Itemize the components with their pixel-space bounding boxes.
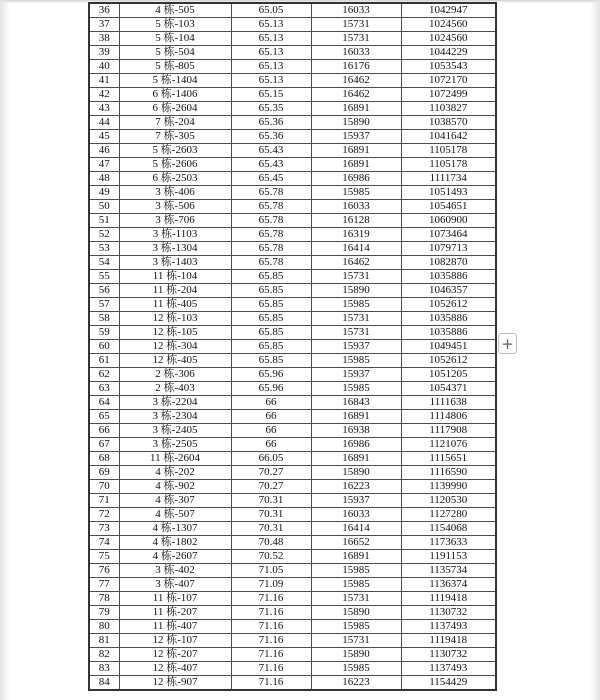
cell-unit-price: 16891: [311, 452, 401, 466]
cell-row-number: 82: [89, 648, 119, 662]
cell-area: 71.16: [231, 592, 311, 606]
left-edge-shadow: [0, 0, 10, 700]
cell-unit-price: 16033: [311, 200, 401, 214]
table-row: [89, 214, 496, 228]
cell-unit: 11 栋-2604: [119, 452, 231, 466]
table-row: [89, 466, 496, 480]
cell-total-price: 1114806: [401, 410, 496, 424]
table-row: [89, 242, 496, 256]
cell-area: 71.16: [231, 606, 311, 620]
cell-unit: 5 栋-504: [119, 46, 231, 60]
cell-unit-price: 15985: [311, 298, 401, 312]
cell-row-number: 42: [89, 88, 119, 102]
cell-total-price: 1120530: [401, 494, 496, 508]
cell-area: 65.78: [231, 256, 311, 270]
cell-row-number: 49: [89, 186, 119, 200]
cell-total-price: 1042947: [401, 3, 496, 18]
cell-row-number: 68: [89, 452, 119, 466]
cell-row-number: 36: [89, 3, 119, 18]
cell-row-number: 60: [89, 340, 119, 354]
cell-unit: 4 栋-507: [119, 508, 231, 522]
table-row: [89, 536, 496, 550]
table-row: [89, 46, 496, 60]
cell-area: 71.16: [231, 676, 311, 691]
cell-unit: 11 栋-104: [119, 270, 231, 284]
table-row: [89, 3, 496, 18]
cell-area: 65.36: [231, 130, 311, 144]
cell-total-price: 1121076: [401, 438, 496, 452]
table-row: [89, 620, 496, 634]
cell-unit: 4 栋-1307: [119, 522, 231, 536]
cell-unit-price: 16652: [311, 536, 401, 550]
cell-total-price: 1079713: [401, 242, 496, 256]
cell-unit: 12 栋-107: [119, 634, 231, 648]
cell-unit: 3 栋-706: [119, 214, 231, 228]
cell-unit-price: 16462: [311, 74, 401, 88]
cell-row-number: 62: [89, 368, 119, 382]
cell-unit-price: 15985: [311, 186, 401, 200]
cell-unit: 5 栋-1404: [119, 74, 231, 88]
table-row: [89, 368, 496, 382]
cell-area: 65.78: [231, 214, 311, 228]
cell-unit: 3 栋-406: [119, 186, 231, 200]
table-row: [89, 606, 496, 620]
cell-unit-price: 16462: [311, 256, 401, 270]
cell-total-price: 1115651: [401, 452, 496, 466]
cell-unit: 11 栋-407: [119, 620, 231, 634]
cell-row-number: 75: [89, 550, 119, 564]
table-row: [89, 438, 496, 452]
cell-unit: 3 栋-506: [119, 200, 231, 214]
cell-area: 65.85: [231, 354, 311, 368]
cell-row-number: 54: [89, 256, 119, 270]
cell-unit-price: 16462: [311, 88, 401, 102]
cell-area: 70.52: [231, 550, 311, 564]
cell-unit-price: 16891: [311, 102, 401, 116]
table-row: [89, 340, 496, 354]
cell-total-price: 1116590: [401, 466, 496, 480]
right-edge-shadow: [590, 0, 600, 700]
cell-area: 70.31: [231, 508, 311, 522]
cell-unit: 11 栋-207: [119, 606, 231, 620]
cell-total-price: 1119418: [401, 634, 496, 648]
cell-row-number: 69: [89, 466, 119, 480]
cell-total-price: 1052612: [401, 354, 496, 368]
cell-area: 65.78: [231, 228, 311, 242]
cell-total-price: 1136374: [401, 578, 496, 592]
cell-unit: 3 栋-402: [119, 564, 231, 578]
cell-area: 65.43: [231, 144, 311, 158]
cell-area: 71.05: [231, 564, 311, 578]
cell-total-price: 1049451: [401, 340, 496, 354]
table-row: [89, 522, 496, 536]
cell-unit: 3 栋-2204: [119, 396, 231, 410]
cell-total-price: 1191153: [401, 550, 496, 564]
cell-area: 65.85: [231, 312, 311, 326]
cell-total-price: 1130732: [401, 606, 496, 620]
cell-area: 66: [231, 438, 311, 452]
cell-area: 70.48: [231, 536, 311, 550]
cell-unit-price: 15731: [311, 326, 401, 340]
table-row: [89, 564, 496, 578]
cell-row-number: 70: [89, 480, 119, 494]
cell-total-price: 1073464: [401, 228, 496, 242]
cell-row-number: 79: [89, 606, 119, 620]
cell-unit: 11 栋-405: [119, 298, 231, 312]
cell-unit-price: 15937: [311, 130, 401, 144]
cell-total-price: 1024560: [401, 18, 496, 32]
cell-area: 65.45: [231, 172, 311, 186]
cell-unit: 4 栋-307: [119, 494, 231, 508]
table-row: [89, 32, 496, 46]
cell-row-number: 41: [89, 74, 119, 88]
cell-area: 65.78: [231, 242, 311, 256]
cell-unit-price: 15890: [311, 284, 401, 298]
cell-unit: 3 栋-1103: [119, 228, 231, 242]
cell-unit-price: 16938: [311, 424, 401, 438]
cell-total-price: 1053543: [401, 60, 496, 74]
cell-area: 70.31: [231, 494, 311, 508]
cell-unit-price: 16986: [311, 438, 401, 452]
cell-total-price: 1054371: [401, 382, 496, 396]
cell-unit-price: 16033: [311, 46, 401, 60]
cell-unit-price: 15985: [311, 578, 401, 592]
cell-total-price: 1072170: [401, 74, 496, 88]
cell-total-price: 1103827: [401, 102, 496, 116]
cell-unit: 4 栋-202: [119, 466, 231, 480]
cell-row-number: 81: [89, 634, 119, 648]
cell-row-number: 45: [89, 130, 119, 144]
cell-unit-price: 15731: [311, 270, 401, 284]
cell-area: 65.85: [231, 326, 311, 340]
cell-unit: 11 栋-107: [119, 592, 231, 606]
cell-row-number: 67: [89, 438, 119, 452]
cell-unit: 7 栋-204: [119, 116, 231, 130]
table-row: [89, 424, 496, 438]
table-row: [89, 270, 496, 284]
cell-total-price: 1127280: [401, 508, 496, 522]
cell-unit: 12 栋-405: [119, 354, 231, 368]
cell-area: 65.13: [231, 74, 311, 88]
cell-unit-price: 15985: [311, 662, 401, 676]
table-row: [89, 396, 496, 410]
cell-unit-price: 15985: [311, 382, 401, 396]
table-row: [89, 648, 496, 662]
cell-unit: 2 栋-403: [119, 382, 231, 396]
table-row: [89, 256, 496, 270]
cell-unit: 3 栋-407: [119, 578, 231, 592]
cell-total-price: 1035886: [401, 326, 496, 340]
cell-area: 70.27: [231, 480, 311, 494]
table-row: [89, 382, 496, 396]
cell-area: 65.85: [231, 284, 311, 298]
cell-area: 66: [231, 396, 311, 410]
cell-area: 65.13: [231, 18, 311, 32]
cell-row-number: 65: [89, 410, 119, 424]
cell-area: 65.96: [231, 382, 311, 396]
cell-unit-price: 16891: [311, 144, 401, 158]
cell-row-number: 40: [89, 60, 119, 74]
cell-total-price: 1135734: [401, 564, 496, 578]
cell-total-price: 1051493: [401, 186, 496, 200]
cell-total-price: 1024560: [401, 32, 496, 46]
cell-unit: 12 栋-105: [119, 326, 231, 340]
cell-area: 71.16: [231, 620, 311, 634]
cell-total-price: 1038570: [401, 116, 496, 130]
cell-total-price: 1111638: [401, 396, 496, 410]
cell-unit: 4 栋-1802: [119, 536, 231, 550]
cell-area: 70.27: [231, 466, 311, 480]
cell-unit-price: 15890: [311, 648, 401, 662]
cell-row-number: 83: [89, 662, 119, 676]
cell-row-number: 39: [89, 46, 119, 60]
cell-unit: 12 栋-103: [119, 312, 231, 326]
cell-area: 66.05: [231, 452, 311, 466]
table-row: [89, 172, 496, 186]
cell-row-number: 66: [89, 424, 119, 438]
cell-area: 65.05: [231, 3, 311, 18]
table-row: [89, 494, 496, 508]
cell-unit: 6 栋-2604: [119, 102, 231, 116]
cell-row-number: 37: [89, 18, 119, 32]
cell-unit: 12 栋-407: [119, 662, 231, 676]
cell-unit-price: 15731: [311, 32, 401, 46]
table-row: [89, 578, 496, 592]
cell-unit-price: 16176: [311, 60, 401, 74]
cell-unit-price: 16891: [311, 550, 401, 564]
cell-row-number: 50: [89, 200, 119, 214]
cell-unit: 5 栋-103: [119, 18, 231, 32]
table-row: [89, 480, 496, 494]
cell-unit-price: 15731: [311, 634, 401, 648]
cell-unit-price: 15937: [311, 340, 401, 354]
cell-unit-price: 15985: [311, 354, 401, 368]
cell-unit-price: 16414: [311, 242, 401, 256]
cell-row-number: 61: [89, 354, 119, 368]
cell-area: 65.85: [231, 340, 311, 354]
cell-total-price: 1060900: [401, 214, 496, 228]
cell-unit-price: 15731: [311, 18, 401, 32]
cell-row-number: 52: [89, 228, 119, 242]
cell-unit: 3 栋-1304: [119, 242, 231, 256]
cell-unit: 2 栋-306: [119, 368, 231, 382]
cell-unit: 3 栋-2304: [119, 410, 231, 424]
table-row: [89, 186, 496, 200]
cell-total-price: 1054651: [401, 200, 496, 214]
cell-unit-price: 15937: [311, 368, 401, 382]
table-row: [89, 74, 496, 88]
cell-total-price: 1105178: [401, 144, 496, 158]
table-row: [89, 634, 496, 648]
cell-total-price: 1139990: [401, 480, 496, 494]
cell-unit-price: 16843: [311, 396, 401, 410]
cell-area: 66: [231, 424, 311, 438]
cell-area: 65.13: [231, 60, 311, 74]
cell-area: 65.43: [231, 158, 311, 172]
cell-row-number: 51: [89, 214, 119, 228]
table-row: [89, 116, 496, 130]
table-row: [89, 550, 496, 564]
cell-area: 65.15: [231, 88, 311, 102]
cell-area: 71.16: [231, 662, 311, 676]
cell-total-price: 1111734: [401, 172, 496, 186]
cell-row-number: 73: [89, 522, 119, 536]
cell-row-number: 56: [89, 284, 119, 298]
cell-unit: 7 栋-305: [119, 130, 231, 144]
cell-total-price: 1154068: [401, 522, 496, 536]
table-row: [89, 102, 496, 116]
table-row: [89, 592, 496, 606]
cell-total-price: 1117908: [401, 424, 496, 438]
cell-total-price: 1082870: [401, 256, 496, 270]
cell-row-number: 46: [89, 144, 119, 158]
cell-area: 65.85: [231, 270, 311, 284]
cell-row-number: 72: [89, 508, 119, 522]
table-row: [89, 158, 496, 172]
cell-area: 65.96: [231, 368, 311, 382]
cell-row-number: 48: [89, 172, 119, 186]
cell-total-price: 1137493: [401, 620, 496, 634]
cell-row-number: 53: [89, 242, 119, 256]
cell-row-number: 71: [89, 494, 119, 508]
cell-row-number: 77: [89, 578, 119, 592]
cell-total-price: 1173633: [401, 536, 496, 550]
cell-unit: 5 栋-104: [119, 32, 231, 46]
cell-unit-price: 16033: [311, 508, 401, 522]
cell-total-price: 1035886: [401, 312, 496, 326]
price-table: [88, 2, 497, 691]
cell-unit-price: 16223: [311, 676, 401, 691]
cell-unit-price: 15937: [311, 494, 401, 508]
cell-row-number: 74: [89, 536, 119, 550]
cell-unit: 5 栋-805: [119, 60, 231, 74]
cell-area: 71.16: [231, 648, 311, 662]
cell-row-number: 58: [89, 312, 119, 326]
table-row: [89, 676, 496, 691]
cell-unit: 4 栋-2607: [119, 550, 231, 564]
table-row: [89, 312, 496, 326]
cell-unit: 11 栋-204: [119, 284, 231, 298]
cell-row-number: 44: [89, 116, 119, 130]
cell-area: 71.16: [231, 634, 311, 648]
cell-total-price: 1044229: [401, 46, 496, 60]
cell-area: 65.36: [231, 116, 311, 130]
cell-total-price: 1035886: [401, 270, 496, 284]
cell-unit-price: 15985: [311, 564, 401, 578]
cell-unit: 3 栋-2505: [119, 438, 231, 452]
cell-row-number: 38: [89, 32, 119, 46]
cell-total-price: 1046357: [401, 284, 496, 298]
cell-row-number: 57: [89, 298, 119, 312]
table-row: [89, 284, 496, 298]
table-row: [89, 354, 496, 368]
table-row: [89, 18, 496, 32]
cell-total-price: 1052612: [401, 298, 496, 312]
cell-unit-price: 16891: [311, 410, 401, 424]
cell-unit: 3 栋-1403: [119, 256, 231, 270]
cell-row-number: 64: [89, 396, 119, 410]
cell-area: 65.78: [231, 186, 311, 200]
table-body: [89, 3, 496, 690]
table-row: [89, 452, 496, 466]
table-row: [89, 298, 496, 312]
cell-unit-price: 16891: [311, 158, 401, 172]
cell-unit-price: 16128: [311, 214, 401, 228]
cell-row-number: 47: [89, 158, 119, 172]
cell-area: 65.13: [231, 46, 311, 60]
cell-unit-price: 16223: [311, 480, 401, 494]
table-row: [89, 410, 496, 424]
cell-unit-price: 16033: [311, 3, 401, 18]
cell-unit-price: 15890: [311, 116, 401, 130]
cell-area: 71.09: [231, 578, 311, 592]
cell-unit: 6 栋-1406: [119, 88, 231, 102]
cell-total-price: 1105178: [401, 158, 496, 172]
cell-unit-price: 15985: [311, 620, 401, 634]
cell-unit-price: 16986: [311, 172, 401, 186]
table-row: [89, 508, 496, 522]
cell-unit: 6 栋-2503: [119, 172, 231, 186]
cell-unit: 5 栋-2603: [119, 144, 231, 158]
cell-area: 70.31: [231, 522, 311, 536]
cell-row-number: 84: [89, 676, 119, 691]
cell-area: 65.13: [231, 32, 311, 46]
cell-area: 65.78: [231, 200, 311, 214]
table-row: [89, 228, 496, 242]
cell-row-number: 80: [89, 620, 119, 634]
cell-row-number: 59: [89, 326, 119, 340]
table-row: [89, 662, 496, 676]
cell-unit-price: 15890: [311, 466, 401, 480]
cell-total-price: 1072499: [401, 88, 496, 102]
cell-area: 65.85: [231, 298, 311, 312]
cell-unit-price: 15890: [311, 606, 401, 620]
table-row: [89, 144, 496, 158]
cell-area: 66: [231, 410, 311, 424]
cell-total-price: 1051205: [401, 368, 496, 382]
cell-area: 65.35: [231, 102, 311, 116]
cell-unit: 4 栋-505: [119, 3, 231, 18]
cell-unit-price: 16414: [311, 522, 401, 536]
cell-unit: 12 栋-304: [119, 340, 231, 354]
cell-unit-price: 15731: [311, 592, 401, 606]
cell-row-number: 78: [89, 592, 119, 606]
cell-unit: 12 栋-207: [119, 648, 231, 662]
cell-total-price: 1130732: [401, 648, 496, 662]
table-row: [89, 326, 496, 340]
cell-row-number: 55: [89, 270, 119, 284]
cell-unit: 3 栋-2405: [119, 424, 231, 438]
table-row: [89, 60, 496, 74]
cell-unit-price: 16319: [311, 228, 401, 242]
cell-total-price: 1137493: [401, 662, 496, 676]
table-row: [89, 200, 496, 214]
cell-row-number: 76: [89, 564, 119, 578]
zoom-in-button[interactable]: +: [498, 333, 517, 354]
table-row: [89, 130, 496, 144]
cell-unit: 4 栋-902: [119, 480, 231, 494]
cell-total-price: 1154429: [401, 676, 496, 691]
cell-total-price: 1119418: [401, 592, 496, 606]
cell-unit: 5 栋-2606: [119, 158, 231, 172]
cell-total-price: 1041642: [401, 130, 496, 144]
cell-row-number: 63: [89, 382, 119, 396]
cell-unit: 12 栋-907: [119, 676, 231, 691]
table-row: [89, 88, 496, 102]
cell-row-number: 43: [89, 102, 119, 116]
cell-unit-price: 15731: [311, 312, 401, 326]
